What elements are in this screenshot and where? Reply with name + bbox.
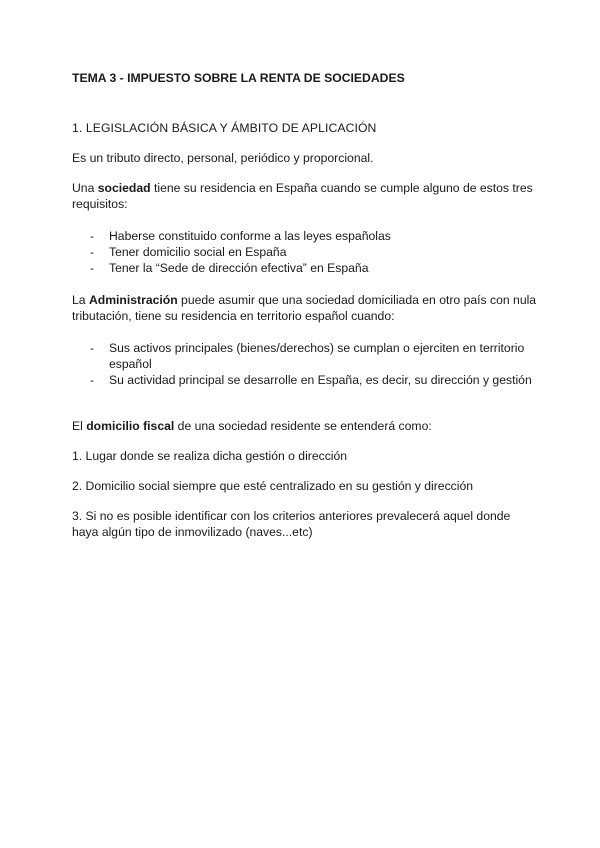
sociedad-suffix: tiene su residencia en España cuando se cumple alguno de estos tres requisitos: [72, 181, 533, 211]
domicilio-item-3: 3. Si no es posible identificar con los criterios anteriores prevalecerá aquel donde haya algún tipo de inmovilizado (naves...etc) [72, 509, 511, 539]
list-item [72, 372, 540, 388]
intro-paragraph: Es un tributo directo, personal, periódico y proporcional. [72, 151, 374, 165]
sociedad-paragraph [72, 180, 540, 212]
administracion-suffix: puede asumir que una sociedad domiciliada en otro país con nula tributación, tiene su residencia en territorio español cuando: [72, 293, 537, 323]
administracion-prefix: La [72, 293, 89, 307]
dash-bullet: - [90, 261, 95, 275]
requisitos-list [72, 228, 540, 276]
dash-bullet: - [90, 245, 95, 259]
list-item [72, 228, 540, 244]
domicilio-item-2: 2. Domicilio social siempre que esté centralizado en su gestión y dirección [72, 479, 474, 493]
sociedad-prefix: Una [72, 181, 98, 195]
condiciones-list [72, 340, 540, 388]
dash-bullet: - [90, 229, 95, 243]
list-item-text: Su actividad principal se desarrolle en España, es decir, su dirección y gestión [109, 373, 532, 387]
domicilio-item-1: 1. Lugar donde se realiza dicha gestión o dirección [72, 449, 348, 463]
dash-bullet: - [90, 341, 95, 355]
section-heading: 1. LEGISLACIÓN BÁSICA Y ÁMBITO DE APLICACIÓN [72, 121, 377, 135]
list-item-text: Tener la “Sede de dirección efectiva” en España [109, 261, 369, 275]
dash-bullet: - [90, 373, 95, 387]
administracion-bold-term: Administración [88, 293, 178, 307]
document-title: TEMA 3 - IMPUESTO SOBRE LA RENTA DE SOCIEDADES [72, 71, 405, 85]
document-page [72, 70, 540, 540]
list-item-text: Tener domicilio social en España [109, 245, 287, 259]
domicilio-prefix: El [72, 419, 87, 433]
list-item-text: Haberse constituido conforme a las leyes españolas [109, 229, 391, 243]
list-item [72, 340, 540, 372]
sociedad-bold-term: sociedad [97, 181, 151, 195]
list-item [72, 260, 540, 276]
domicilio-bold-term: domicilio fiscal [86, 419, 175, 433]
list-item [72, 244, 540, 260]
list-item-text: Sus activos principales (bienes/derechos) se cumplan o ejerciten en territorio español [109, 341, 525, 371]
domicilio-suffix: de una sociedad residente se entenderá como: [174, 419, 432, 433]
domicilio-paragraph [72, 418, 540, 434]
administracion-paragraph [72, 292, 540, 324]
